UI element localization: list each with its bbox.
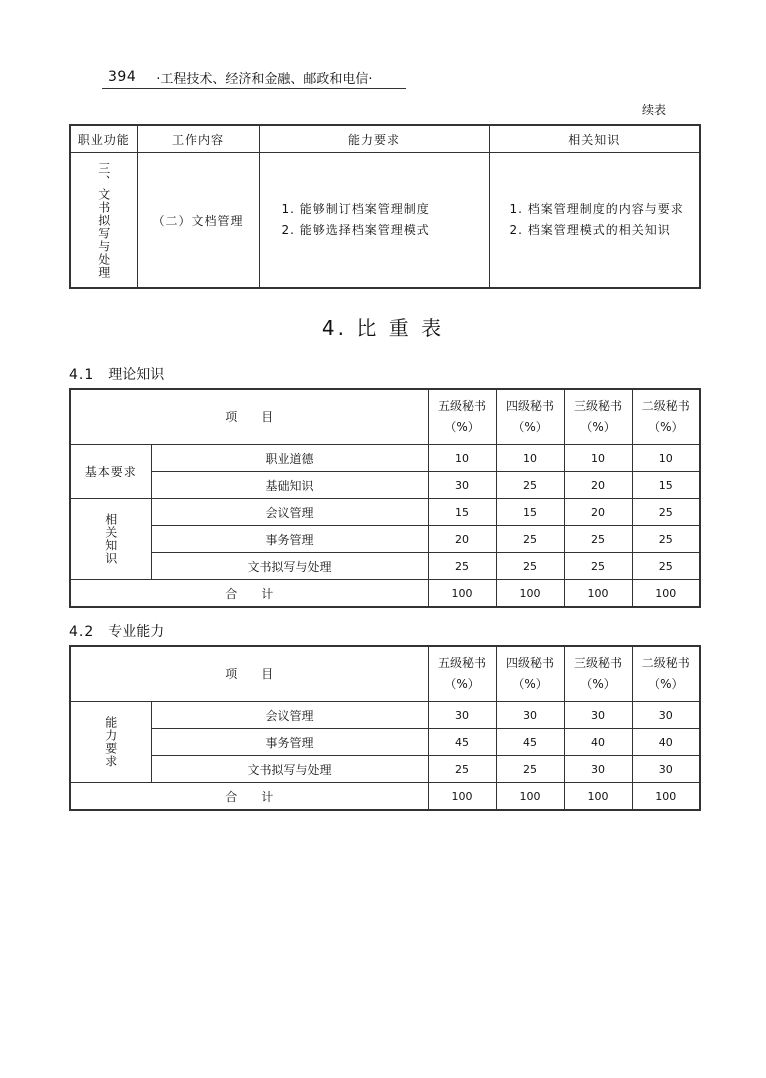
level-name: 三级秘书	[574, 656, 623, 670]
value-cell: 15	[496, 499, 564, 526]
value-cell: 10	[428, 445, 496, 472]
related-group-label: 相关知识	[103, 513, 118, 565]
total-value: 100	[564, 580, 632, 608]
value-cell: 25	[632, 553, 700, 580]
skills-number: 4.2	[69, 624, 95, 640]
work-content-cell: （二）文档管理	[137, 153, 259, 289]
table-row	[70, 499, 700, 526]
total-value: 100	[496, 783, 564, 811]
knowledge-item: 2. 档案管理模式的相关知识	[509, 223, 671, 237]
total-row	[70, 783, 700, 811]
level-header	[496, 389, 564, 445]
level-header	[428, 646, 496, 702]
level-header	[564, 646, 632, 702]
row-label: 文书拟写与处理	[151, 553, 428, 580]
level-name: 二级秘书	[641, 399, 690, 413]
level-name: 五级秘书	[438, 399, 487, 413]
value-cell: 25	[496, 526, 564, 553]
row-label: 基础知识	[151, 472, 428, 499]
total-value: 100	[428, 783, 496, 811]
level-name: 四级秘书	[506, 399, 555, 413]
table-row	[70, 472, 700, 499]
total-value: 100	[564, 783, 632, 811]
competency-header-row	[70, 125, 700, 153]
ability-group-cell	[70, 702, 151, 783]
header-knowledge: 相关知识	[489, 125, 700, 153]
row-label: 事务管理	[151, 526, 428, 553]
row-label: 会议管理	[151, 499, 428, 526]
section-title: 4. 比 重 表	[321, 316, 445, 340]
level-unit: （%）	[444, 677, 480, 691]
value-cell: 25	[564, 526, 632, 553]
function-label: 三、文书拟写与处理	[96, 161, 111, 279]
value-cell: 15	[632, 472, 700, 499]
value-cell: 25	[496, 756, 564, 783]
running-title: ·工程技术、经济和金融、邮政和电信·	[156, 71, 373, 87]
value-cell: 30	[564, 756, 632, 783]
value-cell: 10	[632, 445, 700, 472]
total-value: 100	[428, 580, 496, 608]
level-name: 五级秘书	[438, 656, 487, 670]
theory-weight-table	[69, 388, 701, 608]
table-row	[70, 756, 700, 783]
row-label: 文书拟写与处理	[151, 756, 428, 783]
ability-cell	[259, 153, 489, 289]
table-row	[70, 702, 700, 729]
competency-table	[69, 124, 701, 289]
value-cell: 20	[564, 472, 632, 499]
header-work-content: 工作内容	[137, 125, 259, 153]
competency-row	[70, 153, 700, 289]
ability-group-label: 能力要求	[103, 716, 118, 768]
level-unit: （%）	[580, 677, 616, 691]
row-label: 职业道德	[151, 445, 428, 472]
total-label: 合 计	[70, 580, 428, 608]
table-row	[70, 526, 700, 553]
value-cell: 25	[496, 472, 564, 499]
page-number: 394	[108, 69, 137, 85]
level-header	[428, 389, 496, 445]
level-header	[496, 646, 564, 702]
level-unit: （%）	[444, 420, 480, 434]
row-label: 事务管理	[151, 729, 428, 756]
table-row	[70, 729, 700, 756]
theory-title: 理论知识	[108, 367, 165, 383]
level-name: 四级秘书	[506, 656, 555, 670]
level-unit: （%）	[648, 677, 684, 691]
value-cell: 40	[632, 729, 700, 756]
level-header	[632, 646, 700, 702]
table-row	[70, 445, 700, 472]
continued-label: 续表	[641, 103, 666, 117]
page-header	[102, 66, 406, 89]
level-unit: （%）	[512, 677, 548, 691]
skills-subtitle	[69, 621, 164, 641]
theory-header-row	[70, 389, 700, 445]
header-function: 职业功能	[70, 125, 137, 153]
item-header: 项 目	[70, 646, 428, 702]
row-label: 会议管理	[151, 702, 428, 729]
value-cell: 20	[428, 526, 496, 553]
value-cell: 30	[564, 702, 632, 729]
related-group-cell	[70, 499, 151, 580]
value-cell: 15	[428, 499, 496, 526]
value-cell: 10	[496, 445, 564, 472]
level-name: 二级秘书	[641, 656, 690, 670]
total-row	[70, 580, 700, 608]
value-cell: 25	[428, 756, 496, 783]
theory-number: 4.1	[69, 367, 95, 383]
level-unit: （%）	[648, 420, 684, 434]
value-cell: 30	[632, 756, 700, 783]
total-value: 100	[632, 580, 700, 608]
skills-header-row	[70, 646, 700, 702]
table-row	[70, 553, 700, 580]
ability-list	[260, 199, 489, 241]
level-header	[632, 389, 700, 445]
value-cell: 10	[564, 445, 632, 472]
value-cell: 30	[428, 472, 496, 499]
value-cell: 30	[632, 702, 700, 729]
item-header: 项 目	[70, 389, 428, 445]
level-unit: （%）	[580, 420, 616, 434]
knowledge-list	[490, 199, 700, 241]
value-cell: 45	[428, 729, 496, 756]
level-unit: （%）	[512, 420, 548, 434]
value-cell: 30	[428, 702, 496, 729]
header-ability: 能力要求	[259, 125, 489, 153]
value-cell: 45	[496, 729, 564, 756]
value-cell: 25	[496, 553, 564, 580]
value-cell: 25	[632, 499, 700, 526]
ability-item: 1. 能够制订档案管理制度	[281, 202, 430, 216]
total-value: 100	[496, 580, 564, 608]
total-value: 100	[632, 783, 700, 811]
value-cell: 30	[496, 702, 564, 729]
skills-title: 专业能力	[108, 624, 165, 640]
skills-weight-table	[69, 645, 701, 811]
knowledge-item: 1. 档案管理制度的内容与要求	[509, 202, 684, 216]
theory-subtitle	[69, 364, 164, 384]
value-cell: 25	[564, 553, 632, 580]
basic-group-label: 基本要求	[70, 445, 151, 499]
value-cell: 20	[564, 499, 632, 526]
ability-item: 2. 能够选择档案管理模式	[281, 223, 430, 237]
knowledge-cell	[489, 153, 700, 289]
value-cell: 25	[428, 553, 496, 580]
level-header	[564, 389, 632, 445]
level-name: 三级秘书	[574, 399, 623, 413]
value-cell: 40	[564, 729, 632, 756]
function-cell	[70, 153, 137, 289]
value-cell: 25	[632, 526, 700, 553]
total-label: 合 计	[70, 783, 428, 811]
